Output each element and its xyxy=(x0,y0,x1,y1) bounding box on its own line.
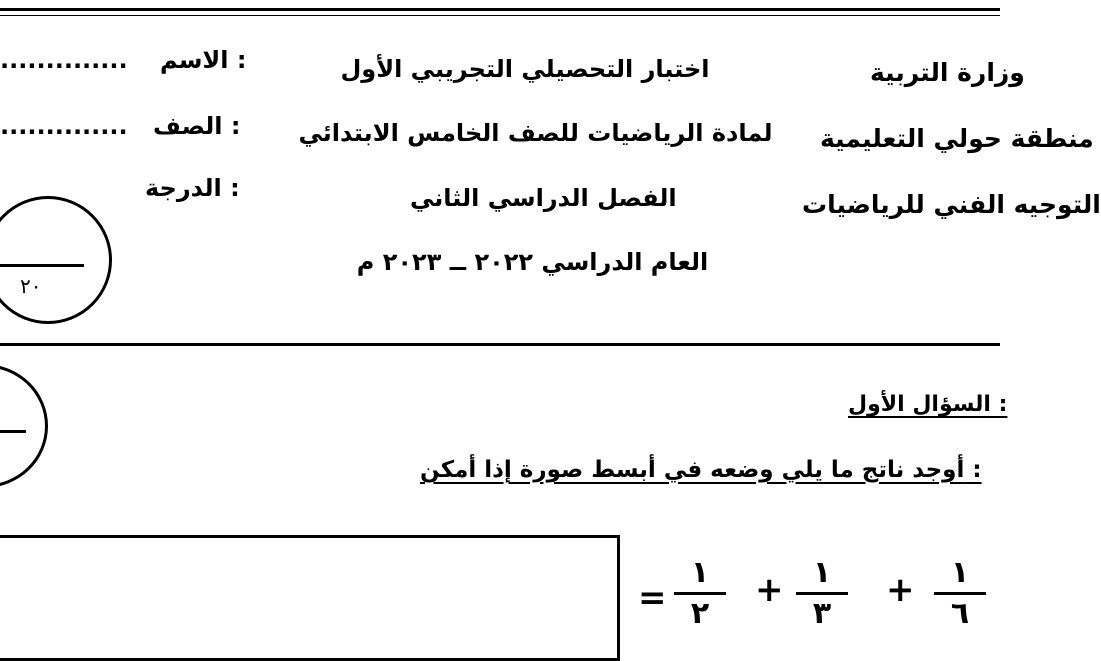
class-label: الصف : xyxy=(153,112,241,140)
question-score-circle xyxy=(0,364,48,488)
fraction-3-bar xyxy=(674,592,726,595)
class-field[interactable]: .............. xyxy=(0,112,128,140)
top-border-rule-outer xyxy=(0,8,1000,11)
exam-year: العام الدراسي ٢٠٢٢ ــ ٢٠٢٣ م xyxy=(356,248,709,276)
top-border-rule-inner xyxy=(0,15,1000,16)
ministry-line-1: وزارة التربية xyxy=(870,58,1025,87)
fraction-3-denominator: ٢ xyxy=(690,596,710,631)
name-label: الاسم : xyxy=(160,46,247,74)
question-heading: السؤال الأول : xyxy=(848,392,1008,417)
exam-term: الفصل الدراسي الثاني xyxy=(410,184,677,212)
grade-label: الدرجة : xyxy=(145,174,240,202)
fraction-2-denominator: ٣ xyxy=(812,596,832,631)
answer-box[interactable] xyxy=(0,535,620,661)
plus-sign-2: + xyxy=(755,570,784,610)
equals-sign: = xyxy=(638,578,667,618)
fraction-2 xyxy=(792,556,852,631)
exam-title: اختبار التحصيلي التجريبي الأول xyxy=(340,55,710,83)
fraction-1-denominator: ٦ xyxy=(950,596,970,631)
fraction-3-numerator: ١ xyxy=(690,555,710,590)
grade-circle xyxy=(0,196,112,324)
fraction-1-bar xyxy=(934,592,986,595)
name-field[interactable]: .............. xyxy=(0,46,128,74)
fraction-1 xyxy=(930,556,990,631)
grade-total: ٢٠ xyxy=(20,274,42,298)
fraction-2-bar xyxy=(796,592,848,595)
section-separator xyxy=(0,343,1000,346)
fraction-1-numerator: ١ xyxy=(950,555,970,590)
question-score-line xyxy=(0,430,26,433)
plus-sign-1: + xyxy=(886,570,915,610)
ministry-line-2: منطقة حولي التعليمية xyxy=(820,124,1094,153)
ministry-line-3: التوجيه الفني للرياضيات xyxy=(802,190,1101,219)
fraction-3 xyxy=(670,556,730,631)
exam-subject: لمادة الرياضيات للصف الخامس الابتدائي xyxy=(298,119,773,147)
question-instruction: أوجد ناتج ما يلي وضعه في أبسط صورة إذا أمكن : xyxy=(420,457,982,483)
grade-fraction-line xyxy=(0,264,84,267)
fraction-2-numerator: ١ xyxy=(812,555,832,590)
